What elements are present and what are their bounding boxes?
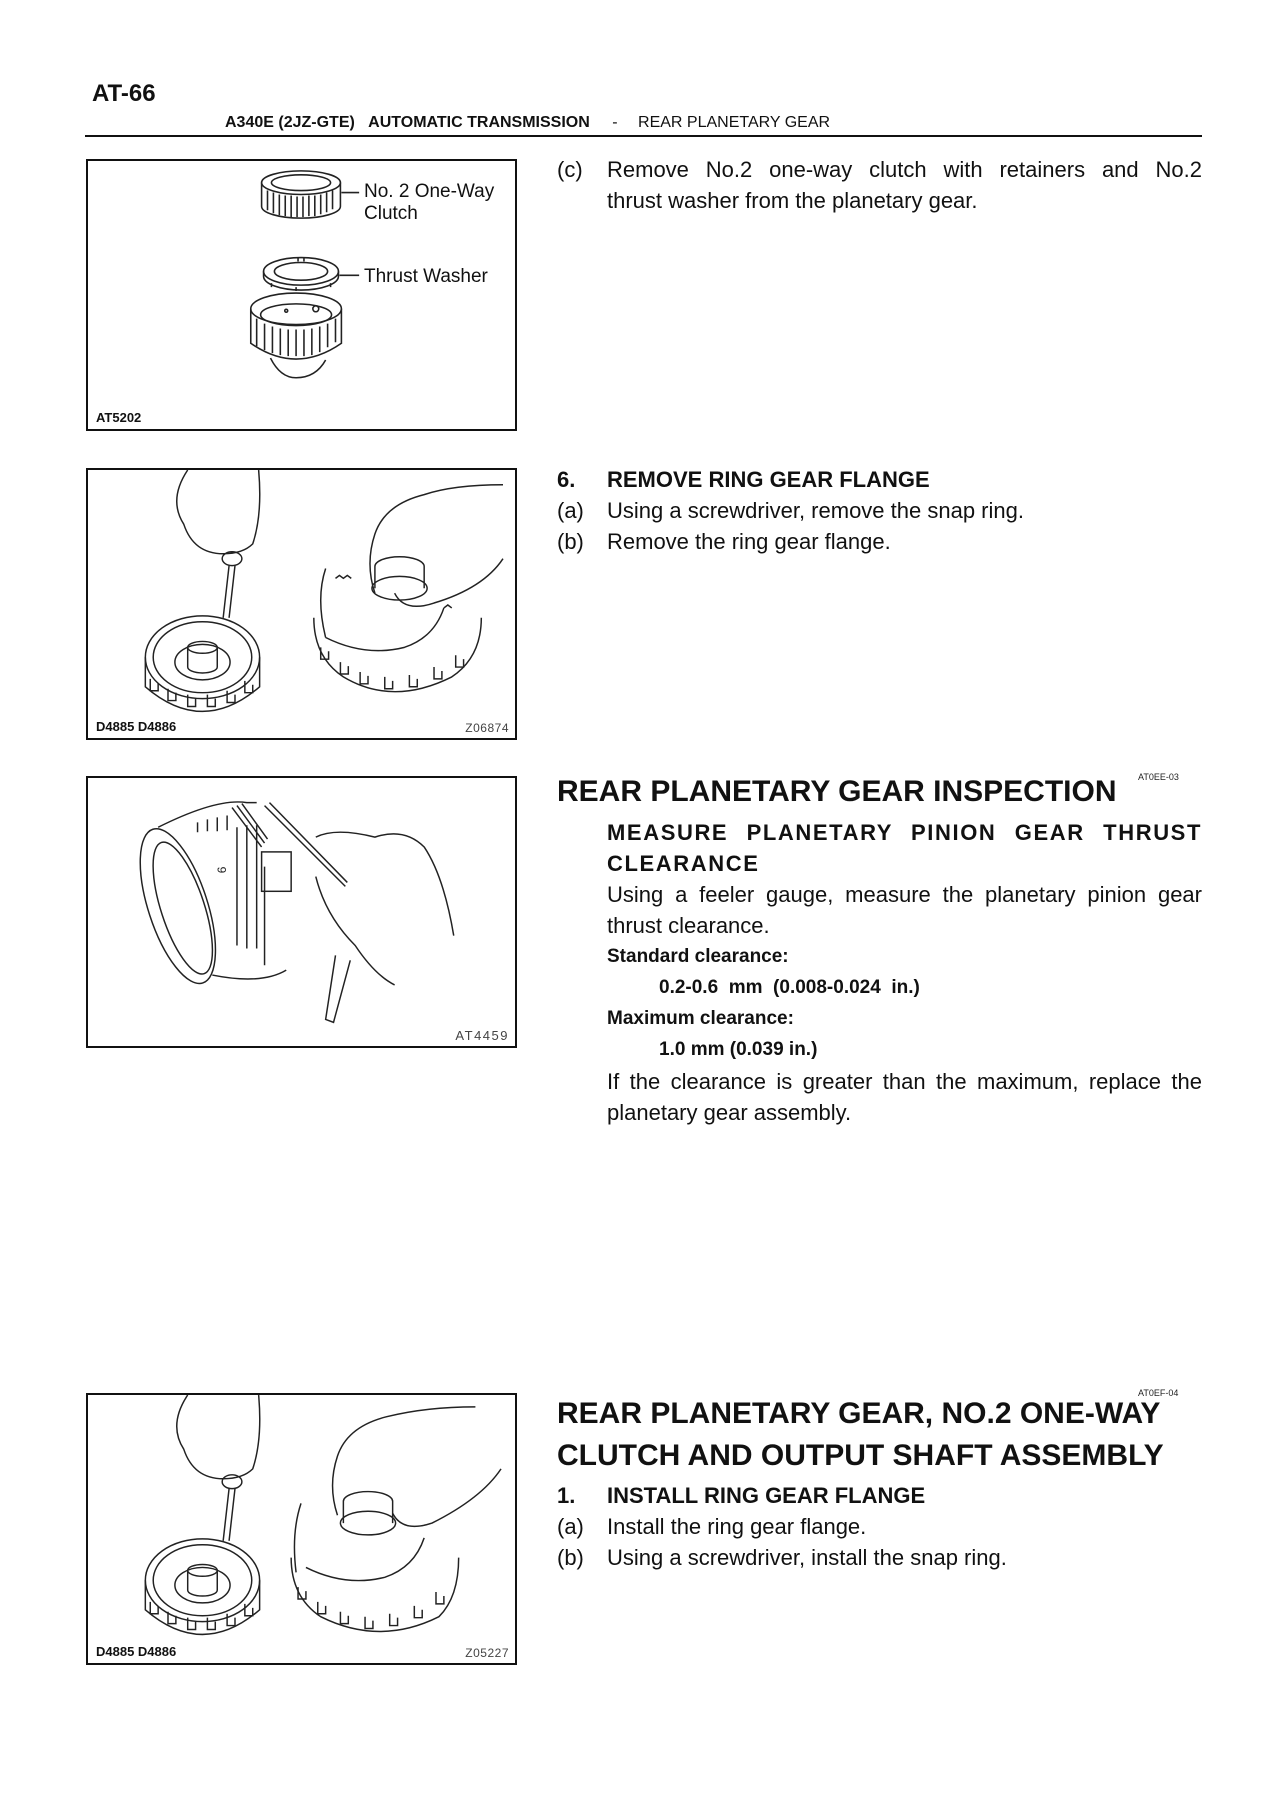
figure-code-right: AT4459 bbox=[455, 1028, 509, 1043]
header-rule bbox=[85, 135, 1202, 137]
inspection-doc-id: AT0EE-03 bbox=[1138, 772, 1179, 782]
figure-code-left: D4885 D4886 bbox=[96, 1644, 177, 1659]
label-thrust-washer: Thrust Washer bbox=[364, 266, 488, 287]
thrust-washer-drawing bbox=[264, 258, 339, 292]
ring-gear-flange-drawing bbox=[145, 1539, 259, 1635]
maximum-clearance-label: Maximum clearance: bbox=[607, 1008, 794, 1029]
left-hand-screwdriver-drawing bbox=[177, 1395, 260, 1541]
header-subsection: REAR PLANETARY GEAR bbox=[638, 114, 831, 131]
label-no2-one-way-clutch-line2: Clutch bbox=[364, 203, 418, 224]
assembly-heading-line1: REAR PLANETARY GEAR, NO.2 ONE-WAY bbox=[557, 1397, 1161, 1430]
header-model: A340E (2JZ-GTE) bbox=[225, 114, 355, 131]
inspection-note-line2: planetary gear assembly. bbox=[607, 1100, 852, 1125]
figure-code-right: Z06874 bbox=[465, 721, 509, 735]
standard-clearance-value: 0.2-0.6 mm (0.008-0.024 in.) bbox=[659, 977, 920, 998]
step6-b-text: Remove the ring gear flange. bbox=[607, 529, 891, 554]
running-header bbox=[225, 114, 830, 132]
page-number: AT-66 bbox=[92, 80, 156, 107]
inspection-heading: REAR PLANETARY GEAR INSPECTION bbox=[557, 775, 1117, 808]
figure-code-left: AT5202 bbox=[96, 410, 142, 425]
assembly-step-title: INSTALL RING GEAR FLANGE bbox=[607, 1483, 926, 1508]
assembly-b-marker: (b) bbox=[557, 1545, 584, 1570]
planetary-gear-drawing bbox=[125, 802, 291, 992]
label-no2-one-way-clutch-line1: No. 2 One-Way bbox=[364, 181, 495, 202]
figure-code-left: D4885 D4886 bbox=[96, 719, 177, 734]
install-snap-ring-illustration bbox=[88, 1395, 515, 1663]
feeler-gauge-illustration bbox=[88, 778, 515, 1046]
remove-snap-ring-illustration bbox=[88, 470, 515, 738]
step-c-marker: (c) bbox=[557, 157, 583, 182]
figure-remove-snap-ring bbox=[86, 468, 517, 740]
assembly-step-number: 1. bbox=[557, 1483, 576, 1508]
assembly-doc-id: AT0EF-04 bbox=[1138, 1388, 1179, 1398]
step6-title: REMOVE RING GEAR FLANGE bbox=[607, 467, 930, 492]
assembly-a-marker: (a) bbox=[557, 1514, 584, 1539]
inspection-note-line1: If the clearance is greater than the maximum, replace the bbox=[607, 1069, 1202, 1094]
right-hand-planetary-drawing bbox=[314, 485, 503, 692]
maximum-clearance-value: 1.0 mm (0.039 in.) bbox=[659, 1039, 818, 1060]
step-c-line2: thrust washer from the planetary gear. bbox=[607, 188, 978, 213]
assembly-heading-line2: CLUTCH AND OUTPUT SHAFT ASSEMBLY bbox=[557, 1439, 1164, 1472]
figure-feeler-gauge-measurement bbox=[86, 776, 517, 1048]
left-hand-screwdriver-drawing bbox=[177, 470, 260, 618]
inspection-intro-line1: Using a feeler gauge, measure the planetary pinion gear bbox=[607, 882, 1202, 907]
figure-clutch-washer-exploded bbox=[86, 159, 517, 431]
step6-b-marker: (b) bbox=[557, 529, 584, 554]
ring-gear-flange-drawing bbox=[145, 616, 259, 712]
inspection-subheading-line2: CLEARANCE bbox=[607, 851, 760, 876]
step6-number: 6. bbox=[557, 467, 576, 492]
step6-a-marker: (a) bbox=[557, 498, 584, 523]
inspection-intro-line2: thrust clearance. bbox=[607, 913, 770, 938]
step-c-line1: Remove No.2 one-way clutch with retainers and No.2 bbox=[607, 157, 1202, 182]
inspection-subheading-line1: MEASURE PLANETARY PINION GEAR THRUST bbox=[607, 820, 1202, 845]
one-way-clutch-drawing bbox=[262, 171, 341, 218]
assembly-b-text: Using a screwdriver, install the snap ring. bbox=[607, 1545, 1007, 1570]
right-hand-planetary-drawing bbox=[291, 1407, 501, 1632]
step6-a-text: Using a screwdriver, remove the snap ring. bbox=[607, 498, 1024, 523]
header-separator: - bbox=[612, 114, 618, 131]
standard-clearance-label: Standard clearance: bbox=[607, 946, 789, 967]
gauge-number: 9 bbox=[214, 866, 229, 874]
figure-code-right: Z05227 bbox=[465, 1646, 509, 1660]
assembly-a-text: Install the ring gear flange. bbox=[607, 1514, 867, 1539]
feeler-gauge-hand-drawing bbox=[265, 803, 454, 1023]
header-section: AUTOMATIC TRANSMISSION bbox=[368, 114, 590, 131]
figure-install-snap-ring bbox=[86, 1393, 517, 1665]
planetary-carrier-drawing bbox=[251, 293, 342, 378]
